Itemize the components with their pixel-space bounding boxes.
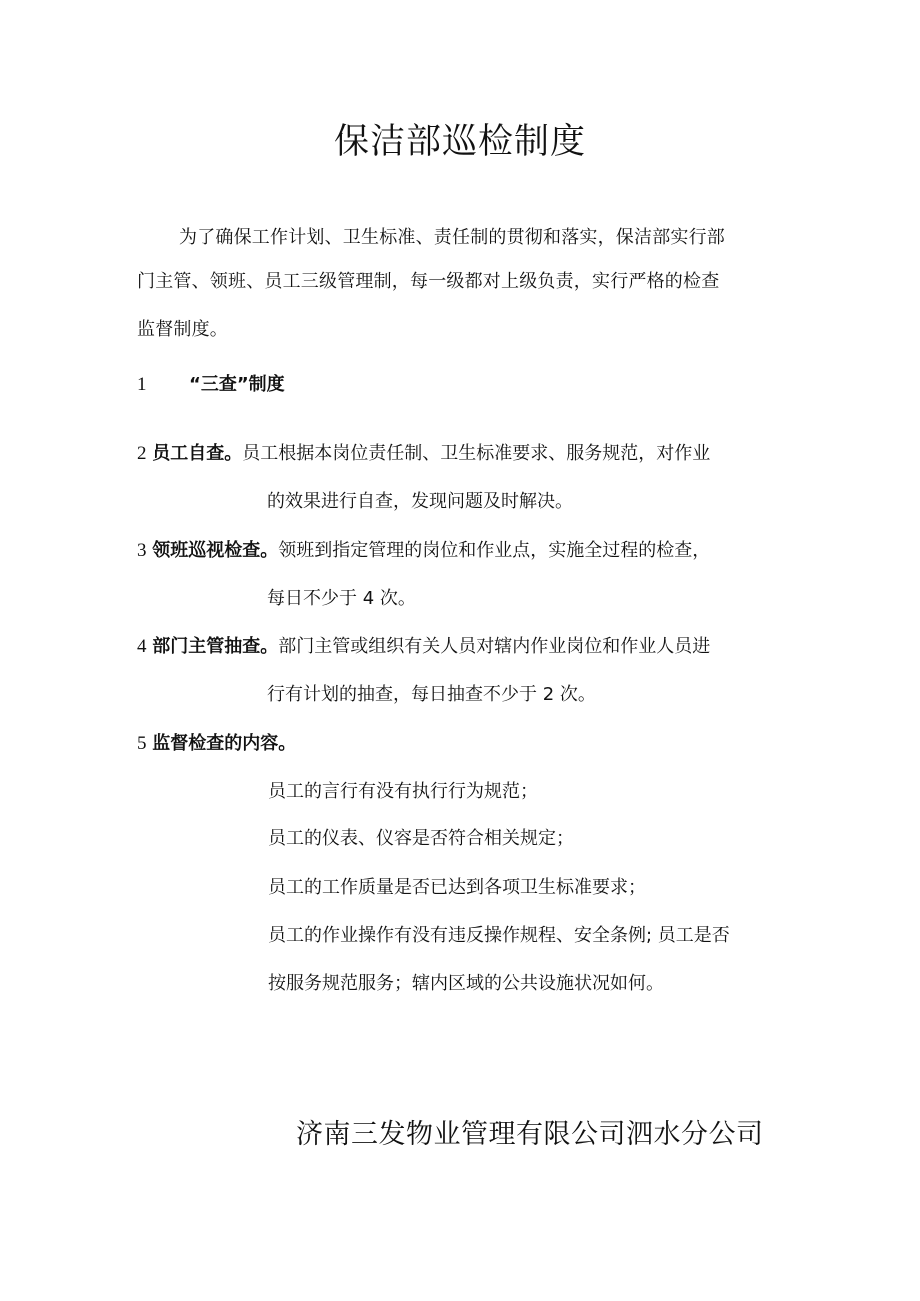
list-item [137,633,710,661]
content-line: 员工的作业操作有没有违反操作规程、安全条例; 员工是否 [268,925,730,946]
item-text: 领班到指定管理的岗位和作业点，实施全过程的检查， [278,540,711,561]
section-number: 1 [137,374,147,395]
list-item [137,730,296,758]
item-heading: 部门主管抽查。 [152,636,279,657]
list-item [137,537,710,565]
intro-line: 监督制度。 [137,319,228,340]
company-name-footer: 济南三发物业管理有限公司泗水分公司 [296,1119,764,1150]
section-heading [137,371,285,399]
item-number: 4 [137,636,147,657]
item-continuation: 的效果进行自查，发现问题及时解决。 [267,491,573,512]
item-number: 3 [137,540,147,561]
section-title: “三查”制度 [189,374,285,395]
item-heading: 员工自查。 [152,443,243,464]
list-item [137,440,710,468]
content-line: 员工的言行有没有执行行为规范； [268,781,538,802]
item-heading: 监督检查的内容。 [152,733,297,754]
item-continuation: 每日不少于 4 次。 [267,588,416,609]
item-text: 员工根据本岗位责任制、卫生标准要求、服务规范，对作业 [242,443,711,464]
intro-line: 门主管、领班、员工三级管理制，每一级都对上级负责，实行严格的检查 [137,271,720,292]
item-number: 2 [137,443,147,464]
content-line: 按服务规范服务；辖内区域的公共设施状况如何。 [268,973,664,994]
page-title: 保洁部巡检制度 [333,122,586,162]
item-heading: 领班巡视检查。 [152,540,279,561]
item-number: 5 [137,733,147,754]
content-line: 员工的仪表、仪容是否符合相关规定； [268,828,574,849]
item-continuation: 行有计划的抽查，每日抽查不少于 2 次。 [267,684,596,705]
item-text: 部门主管或组织有关人员对辖内作业岗位和作业人员进 [278,636,711,657]
content-line: 员工的工作质量是否已达到各项卫生标准要求； [268,877,646,898]
intro-line: 为了确保工作计划、卫生标准、责任制的贯彻和落实，保洁部实行部 [179,227,725,248]
